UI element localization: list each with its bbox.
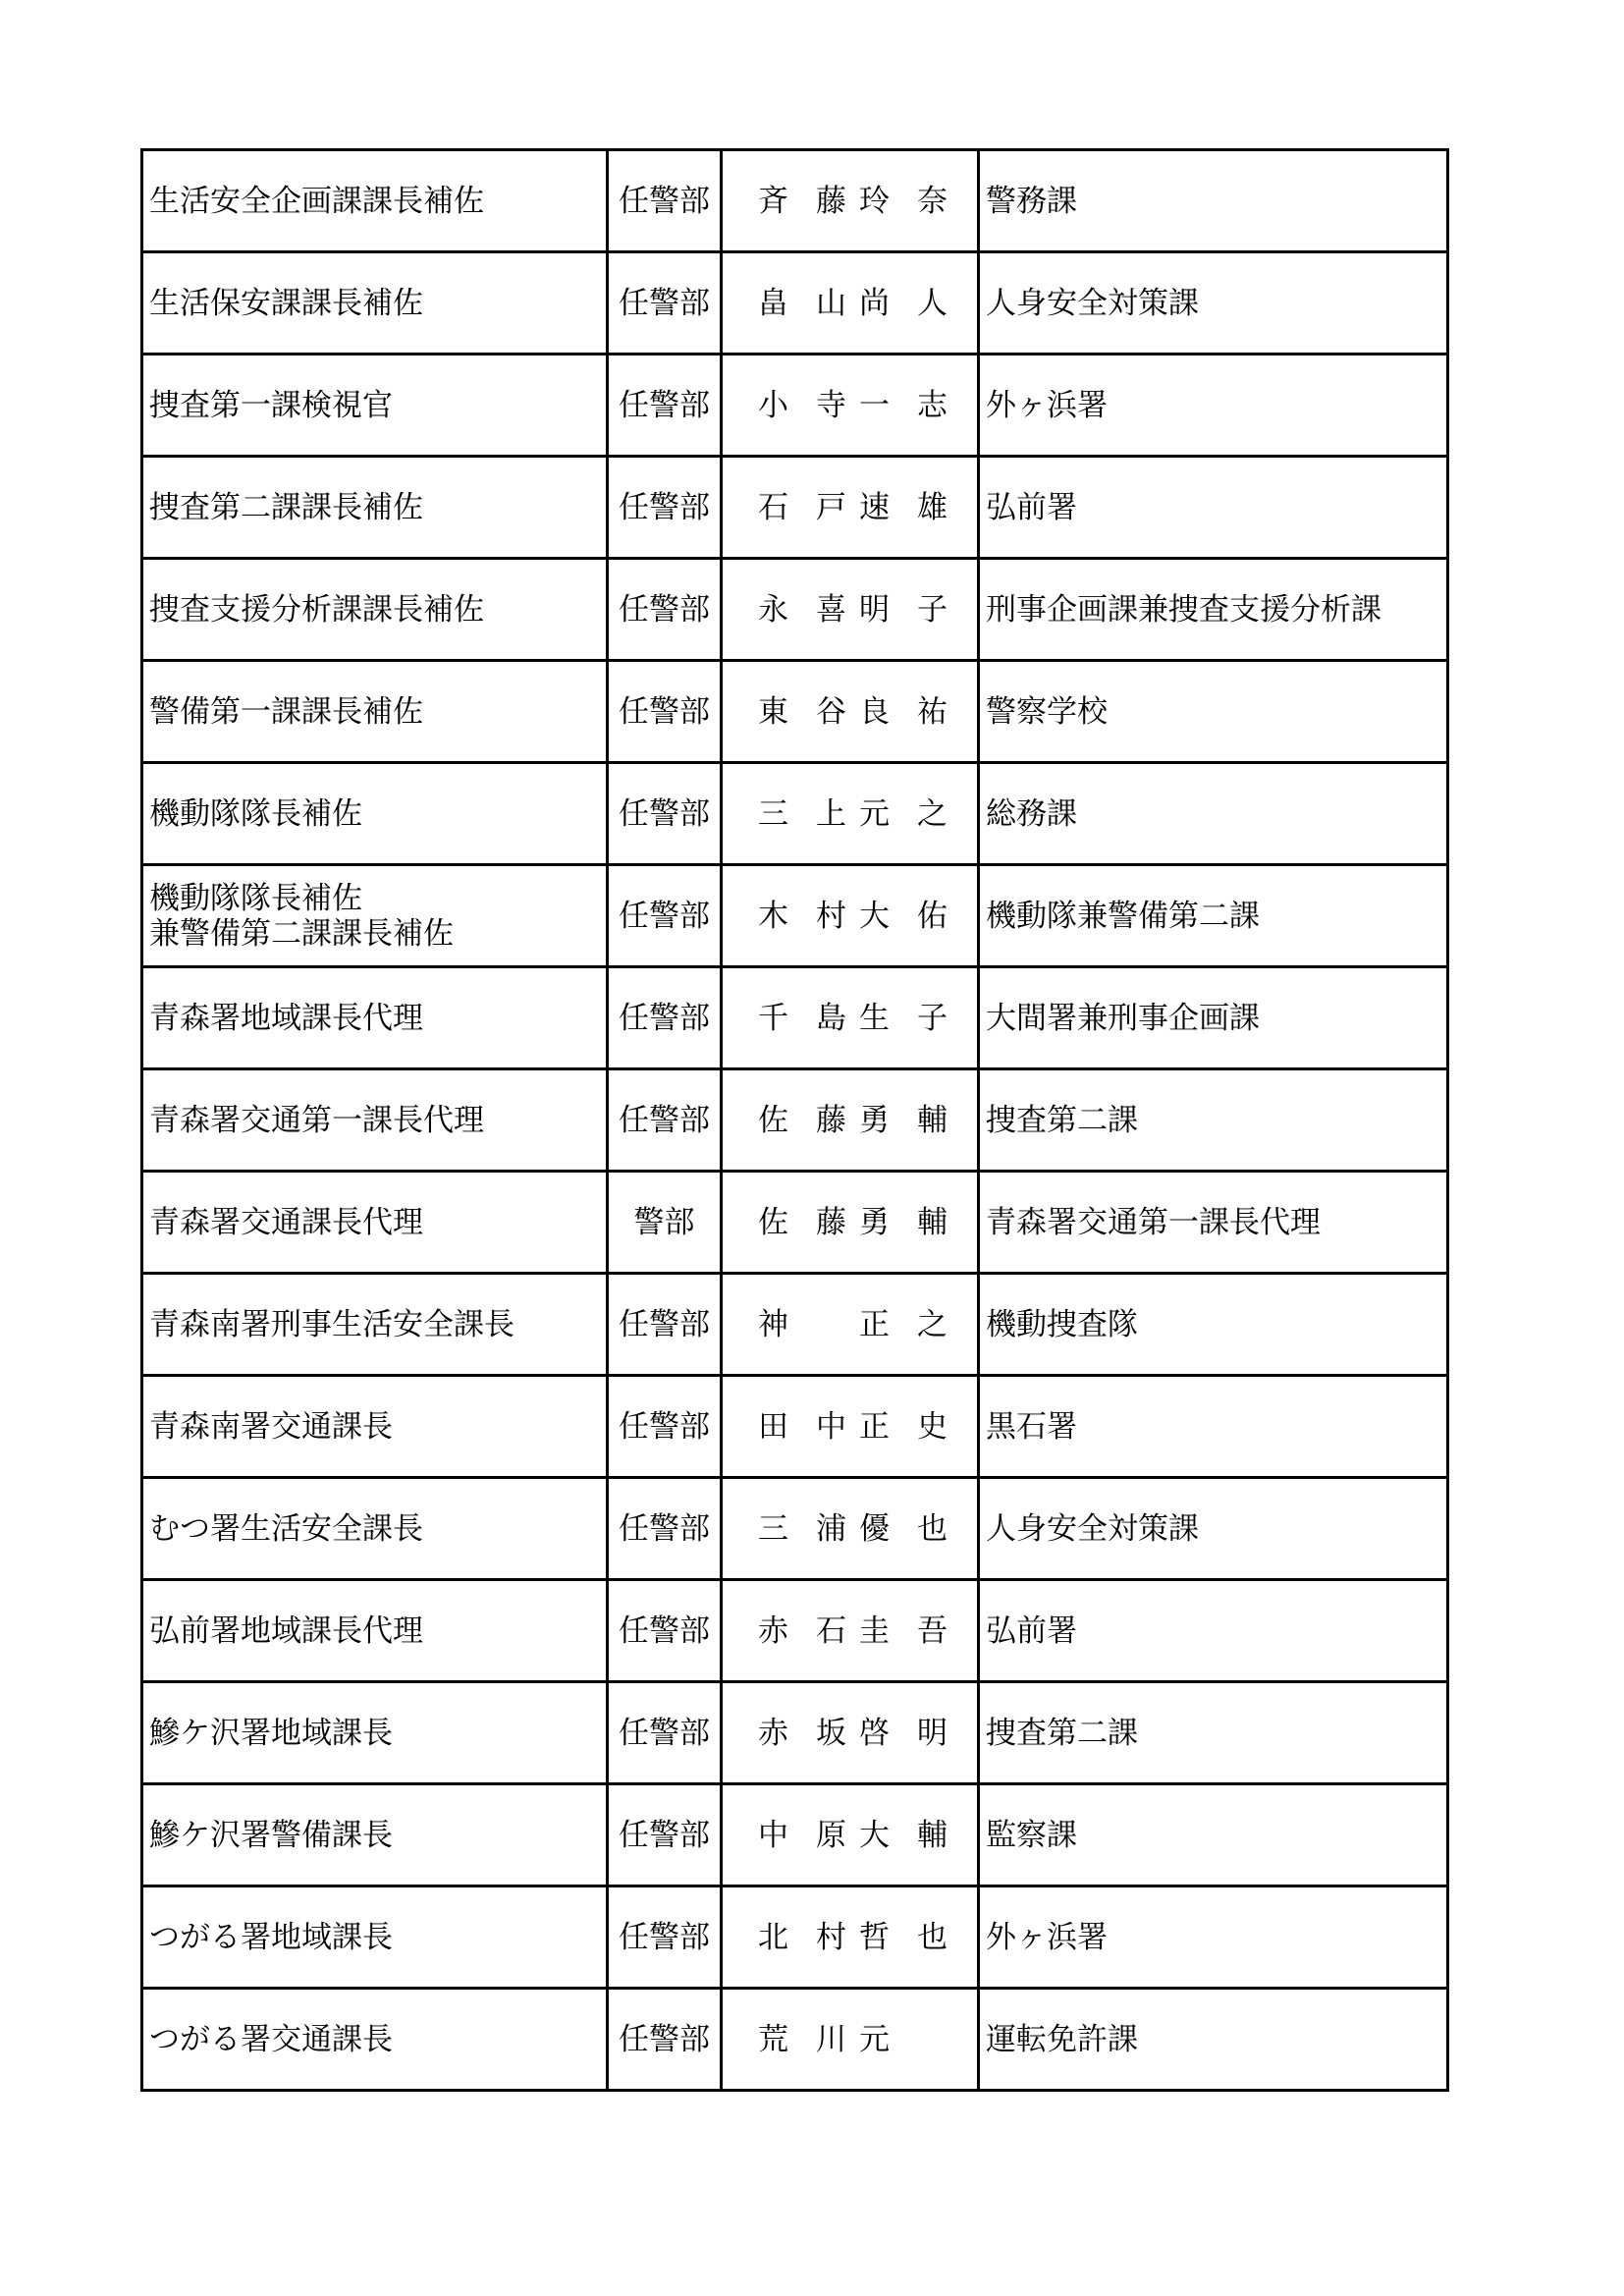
table-row bbox=[142, 1274, 1448, 1376]
table-row bbox=[142, 355, 1448, 457]
post-line: 捜査第二課課長補佐 bbox=[149, 489, 423, 525]
rank-cell: 任警部 bbox=[608, 1274, 722, 1376]
table-row bbox=[142, 1886, 1448, 1989]
name-wrap bbox=[723, 899, 977, 934]
family-name: 畠山 bbox=[758, 285, 846, 321]
table-body bbox=[142, 150, 1448, 2091]
name-wrap bbox=[723, 694, 977, 730]
rank-cell: 任警部 bbox=[608, 150, 722, 252]
post-line: 青森署交通第一課長代理 bbox=[149, 1102, 484, 1138]
rank-cell: 任警部 bbox=[608, 661, 722, 763]
post-line: つがる署地域課長 bbox=[149, 1919, 393, 1955]
name-wrap bbox=[723, 1613, 977, 1649]
post-cell bbox=[142, 355, 608, 457]
previous-post-cell: 青森署交通第一課長代理 bbox=[979, 1172, 1448, 1274]
given-name: 良祐 bbox=[859, 693, 947, 730]
previous-post-cell: 大間署兼刑事企画課 bbox=[979, 967, 1448, 1069]
post-line: 警備第一課課長補佐 bbox=[149, 693, 423, 730]
previous-post-cell: 捜査第二課 bbox=[979, 1682, 1448, 1784]
given-name: 大佑 bbox=[859, 898, 947, 934]
personnel-table bbox=[140, 148, 1449, 2092]
table-row bbox=[142, 559, 1448, 661]
family-name: 斉藤 bbox=[758, 183, 846, 219]
rank-cell: 任警部 bbox=[608, 1886, 722, 1989]
name-cell bbox=[722, 355, 979, 457]
given-name: 元之 bbox=[859, 795, 947, 832]
name-cell bbox=[722, 661, 979, 763]
given-name: 正之 bbox=[859, 1306, 947, 1342]
family-name: 永喜 bbox=[758, 591, 846, 628]
family-name: 田中 bbox=[758, 1408, 846, 1445]
post-cell bbox=[142, 1682, 608, 1784]
name-wrap bbox=[723, 1920, 977, 1955]
family-name: 石戸 bbox=[758, 489, 846, 525]
post-cell bbox=[142, 1069, 608, 1172]
previous-post-cell: 黒石署 bbox=[979, 1376, 1448, 1478]
name-wrap bbox=[723, 1307, 977, 1342]
post-cell bbox=[142, 457, 608, 559]
name-wrap bbox=[723, 796, 977, 832]
post-cell bbox=[142, 763, 608, 865]
table-row bbox=[142, 1989, 1448, 2091]
name-cell bbox=[722, 457, 979, 559]
previous-post-cell: 刑事企画課兼捜査支援分析課 bbox=[979, 559, 1448, 661]
post-cell bbox=[142, 967, 608, 1069]
name-wrap bbox=[723, 1205, 977, 1240]
given-name: 生子 bbox=[859, 1000, 947, 1036]
post-cell bbox=[142, 1784, 608, 1886]
family-name: 神 bbox=[758, 1306, 788, 1342]
previous-post-cell: 捜査第二課 bbox=[979, 1069, 1448, 1172]
rank-cell: 任警部 bbox=[608, 1478, 722, 1580]
name-wrap bbox=[723, 184, 977, 219]
family-name: 北村 bbox=[758, 1919, 846, 1955]
post-line: 青森南署交通課長 bbox=[149, 1408, 393, 1445]
given-name: 元 bbox=[859, 2021, 890, 2057]
post-cell bbox=[142, 1886, 608, 1989]
post-cell bbox=[142, 559, 608, 661]
rank-cell: 任警部 bbox=[608, 252, 722, 355]
name-cell bbox=[722, 150, 979, 252]
post-line: 青森署交通課長代理 bbox=[149, 1204, 423, 1240]
given-name: 玲奈 bbox=[859, 183, 947, 219]
table-row bbox=[142, 661, 1448, 763]
rank-cell: 任警部 bbox=[608, 763, 722, 865]
table-row bbox=[142, 1069, 1448, 1172]
table-row bbox=[142, 865, 1448, 967]
name-cell bbox=[722, 1172, 979, 1274]
rank-cell: 任警部 bbox=[608, 457, 722, 559]
post-cell bbox=[142, 865, 608, 967]
post-line: 鰺ケ沢署警備課長 bbox=[149, 1817, 393, 1853]
previous-post-cell: 人身安全対策課 bbox=[979, 252, 1448, 355]
previous-post-cell: 機動捜査隊 bbox=[979, 1274, 1448, 1376]
given-name: 尚人 bbox=[859, 285, 947, 321]
name-wrap bbox=[723, 2022, 977, 2057]
post-line: 機動隊隊長補佐 bbox=[149, 880, 362, 916]
post-cell bbox=[142, 1172, 608, 1274]
previous-post-cell: 機動隊兼警備第二課 bbox=[979, 865, 1448, 967]
post-line: 兼警備第二課課長補佐 bbox=[149, 915, 454, 952]
family-name: 赤坂 bbox=[758, 1715, 846, 1751]
table-row bbox=[142, 457, 1448, 559]
post-cell bbox=[142, 1274, 608, 1376]
given-name: 速雄 bbox=[859, 489, 947, 525]
name-wrap bbox=[723, 1409, 977, 1445]
previous-post-cell: 総務課 bbox=[979, 763, 1448, 865]
rank-cell: 任警部 bbox=[608, 1989, 722, 2091]
name-wrap bbox=[723, 1001, 977, 1036]
family-name: 中原 bbox=[758, 1817, 846, 1853]
post-line: 捜査支援分析課課長補佐 bbox=[149, 591, 484, 628]
previous-post-cell: 運転免許課 bbox=[979, 1989, 1448, 2091]
rank-cell: 任警部 bbox=[608, 1069, 722, 1172]
previous-post-cell: 監察課 bbox=[979, 1784, 1448, 1886]
given-name: 一志 bbox=[859, 387, 947, 423]
rank-cell: 任警部 bbox=[608, 1580, 722, 1682]
name-cell bbox=[722, 1580, 979, 1682]
given-name: 哲也 bbox=[859, 1919, 947, 1955]
given-name: 正史 bbox=[859, 1408, 947, 1445]
family-name: 小寺 bbox=[758, 387, 846, 423]
post-line: つがる署交通課長 bbox=[149, 2021, 393, 2057]
family-name: 三浦 bbox=[758, 1510, 846, 1547]
rank-cell: 任警部 bbox=[608, 355, 722, 457]
name-wrap bbox=[723, 1818, 977, 1853]
table-row bbox=[142, 1478, 1448, 1580]
name-cell bbox=[722, 967, 979, 1069]
name-cell bbox=[722, 1274, 979, 1376]
post-line: 生活安全企画課課長補佐 bbox=[149, 183, 484, 219]
name-wrap bbox=[723, 490, 977, 525]
rank-cell: 警部 bbox=[608, 1172, 722, 1274]
name-wrap bbox=[723, 388, 977, 423]
table-row bbox=[142, 1682, 1448, 1784]
family-name: 荒川 bbox=[758, 2021, 846, 2057]
previous-post-cell: 弘前署 bbox=[979, 457, 1448, 559]
name-cell bbox=[722, 865, 979, 967]
previous-post-cell: 警務課 bbox=[979, 150, 1448, 252]
previous-post-cell: 外ヶ浜署 bbox=[979, 355, 1448, 457]
post-cell bbox=[142, 150, 608, 252]
name-wrap bbox=[723, 1716, 977, 1751]
rank-cell: 任警部 bbox=[608, 1376, 722, 1478]
name-cell bbox=[722, 763, 979, 865]
post-cell bbox=[142, 1376, 608, 1478]
post-cell bbox=[142, 252, 608, 355]
name-wrap bbox=[723, 1511, 977, 1547]
name-cell bbox=[722, 1069, 979, 1172]
family-name: 佐藤 bbox=[758, 1204, 846, 1240]
post-line: 弘前署地域課長代理 bbox=[149, 1613, 423, 1649]
family-name: 赤石 bbox=[758, 1613, 846, 1649]
family-name: 東谷 bbox=[758, 693, 846, 730]
name-wrap bbox=[723, 592, 977, 628]
previous-post-cell: 弘前署 bbox=[979, 1580, 1448, 1682]
post-line: むつ署生活安全課長 bbox=[149, 1510, 423, 1547]
post-cell bbox=[142, 1478, 608, 1580]
given-name: 優也 bbox=[859, 1510, 947, 1547]
post-line: 捜査第一課検視官 bbox=[149, 387, 393, 423]
name-cell bbox=[722, 1886, 979, 1989]
name-cell bbox=[722, 1784, 979, 1886]
name-cell bbox=[722, 559, 979, 661]
given-name: 大輔 bbox=[859, 1817, 947, 1853]
post-line: 機動隊隊長補佐 bbox=[149, 795, 362, 832]
table-row bbox=[142, 252, 1448, 355]
given-name: 明子 bbox=[859, 591, 947, 628]
post-line: 青森南署刑事生活安全課長 bbox=[149, 1306, 514, 1342]
table-row bbox=[142, 1784, 1448, 1886]
post-line: 生活保安課課長補佐 bbox=[149, 285, 423, 321]
table-row bbox=[142, 150, 1448, 252]
rank-cell: 任警部 bbox=[608, 1784, 722, 1886]
family-name: 三上 bbox=[758, 795, 846, 832]
post-line: 青森署地域課長代理 bbox=[149, 1000, 423, 1036]
previous-post-cell: 警察学校 bbox=[979, 661, 1448, 763]
rank-cell: 任警部 bbox=[608, 559, 722, 661]
name-wrap bbox=[723, 286, 977, 321]
post-cell bbox=[142, 1989, 608, 2091]
table-row bbox=[142, 763, 1448, 865]
name-cell bbox=[722, 1478, 979, 1580]
table-row bbox=[142, 967, 1448, 1069]
given-name: 勇輔 bbox=[859, 1102, 947, 1138]
table-row bbox=[142, 1376, 1448, 1478]
family-name: 千島 bbox=[758, 1000, 846, 1036]
table-row bbox=[142, 1172, 1448, 1274]
rank-cell: 任警部 bbox=[608, 967, 722, 1069]
table-row bbox=[142, 1580, 1448, 1682]
post-line: 鰺ケ沢署地域課長 bbox=[149, 1715, 393, 1751]
family-name: 佐藤 bbox=[758, 1102, 846, 1138]
given-name: 啓明 bbox=[859, 1715, 947, 1751]
given-name: 圭吾 bbox=[859, 1613, 947, 1649]
name-cell bbox=[722, 252, 979, 355]
rank-cell: 任警部 bbox=[608, 865, 722, 967]
previous-post-cell: 外ヶ浜署 bbox=[979, 1886, 1448, 1989]
rank-cell: 任警部 bbox=[608, 1682, 722, 1784]
name-wrap bbox=[723, 1103, 977, 1138]
name-cell bbox=[722, 1376, 979, 1478]
previous-post-cell: 人身安全対策課 bbox=[979, 1478, 1448, 1580]
name-cell bbox=[722, 1989, 979, 2091]
post-cell bbox=[142, 1580, 608, 1682]
name-cell bbox=[722, 1682, 979, 1784]
post-cell bbox=[142, 661, 608, 763]
family-name: 木村 bbox=[758, 898, 846, 934]
given-name: 勇輔 bbox=[859, 1204, 947, 1240]
